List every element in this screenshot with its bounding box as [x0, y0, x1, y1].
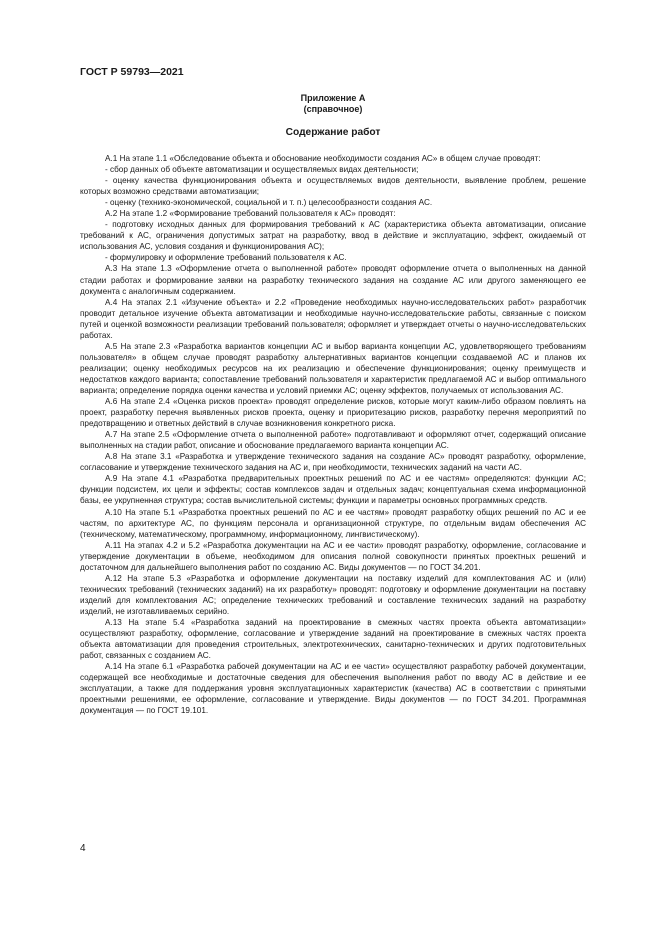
- paragraph: А.12 На этапе 5.3 «Разработка и оформление документации на поставку изделий для комплектования АС и (или) технических требований (технических заданий) на их разработку» проводят: подготовку и оформление документации на поставку изделий для комплектования АС; определение технических требований и составление технических заданий на разработку изделий, не изготавливаемых серийно.: [80, 573, 586, 616]
- annex-heading: [80, 93, 586, 115]
- paragraph: А.10 На этапе 5.1 «Разработка проектных решений по АС и ее частям» проводят разработку общих решений по АС и ее частям, по архитектуре АС, по функциям персонала и организационной структуре, по отдельным видам обеспечения АС (техническому, математическому, программному, информационному, лингвистическому).: [80, 507, 586, 539]
- list-item: - подготовку исходных данных для формирования требований к АС (характеристика объекта автоматизации, описание требований к АС, ограничения допустимых затрат на разработку, ввод в действие и эксплуатацию, эффект, ожидаемый от использования АС, условия создания и функционирования АС);: [80, 220, 586, 252]
- section-title: Содержание работ: [285, 127, 381, 138]
- list-item: - оценку качества функционирования объекта и осуществляемых видов деятельности, выявление проблем, решение которых возможно средствами автоматизации;: [80, 176, 586, 197]
- annex-subtitle: (справочное): [303, 104, 363, 114]
- document-body: [80, 153, 586, 716]
- paragraph: А.2 На этапе 1.2 «Формирование требований пользователя к АС» проводят:: [105, 209, 396, 219]
- paragraph: А.9 На этапе 4.1 «Разработка предварительных проектных решений по АС и ее частям» определяются: функции АС; функции подсистем, их цели и эффекты; состав комплексов задач и отдельных задач; концептуальная схема информационной базы, ее укрупненная структура; состав вычислительной системы; функции и параметры основных программных средств.: [80, 474, 586, 506]
- paragraph: А.11 На этапах 4.2 и 5.2 «Разработка документации на АС и ее части» проводят разработку, оформление, согласование и утверждение документации в объеме, необходимом для описания полной совокупности принятых проектных решений и достаточном для дальнейшего выполнения работ по созданию АС. Виды документов — по ГОСТ 34.201.: [80, 540, 586, 572]
- paragraph: А.13 На этапе 5.4 «Разработка заданий на проектирование в смежных частях проекта объекта автоматизации» осуществляют разработку, оформление, согласование и утверждение заданий на проектирование в смежных частях проекта объекта автоматизации для проведения строительных, электротехнических, санитарно-технических и других подготовительных работ, связанных с созданием АС.: [80, 617, 586, 661]
- page-number: 4: [80, 843, 86, 854]
- list-item: - сбор данных об объекте автоматизации и осуществляемых видах деятельности;: [105, 165, 419, 175]
- paragraph: А.6 На этапе 2.4 «Оценка рисков проекта» проводят определение рисков, которые могут каким-либо образом повлиять на проект, разработку перечня выявленных рисков проекта, оценку и приоритезацию рисков, разработку перечня мероприятий по предотвращению и ответных действий в случае возникновения конкретного риска.: [80, 397, 586, 429]
- paragraph: А.7 На этапе 2.5 «Оформление отчета о выполненной работе» подготавливают и оформляют отчет, содержащий описание выполненных на стадии работ, описание и обоснование предлагаемого варианта концепции АС.: [80, 430, 586, 451]
- standard-code-header: ГОСТ Р 59793—2021: [80, 66, 184, 78]
- list-item: - формулировку и оформление требований пользователя к АС.: [105, 253, 347, 263]
- paragraph: А.14 На этапе 6.1 «Разработка рабочей документации на АС и ее части» осуществляют разработку рабочей документации, содержащей все необходимые и достаточные сведения для обеспечения выполнения работ по вводу АС в действие и ее эксплуатации, а также для поддержания уровня эксплуатационных характеристик (качества) АС в соответствии с принятыми проектными решениями, ее оформление, согласование и утверждение. Виды документов — по ГОСТ 34.201. Программная документация — по ГОСТ 19.101.: [80, 662, 586, 716]
- paragraph: А.4 На этапах 2.1 «Изучение объекта» и 2.2 «Проведение необходимых научно-исследовательских работ» разработчик проводит детальное изучение объекта автоматизации и необходимые научно-исследовательские работы, связанные с поиском путей и оценкой возможности реализации требований пользователя; оформляет и утверждает отчеты о научно-исследовательских работах.: [80, 297, 586, 340]
- paragraph: А.5 На этапе 2.3 «Разработка вариантов концепции АС и выбор варианта концепции АС, удовлетворяющего требованиям пользователя» в общем случае проводят разработку альтернативных вариантов концепции создаваемой АС и планов их реализации; оценку необходимых ресурсов на их реализацию и обеспечение функционирования; оценку преимуществ и недостатков каждого варианта; сопоставление требований пользователя и характеристик предлагаемой АС и выбор оптимального варианта; определение порядка оценки качества и условий приемки АС; оценку эффектов, получаемых от использования АС.: [80, 341, 586, 395]
- paragraph: А.3 На этапе 1.3 «Оформление отчета о выполненной работе» проводят оформление отчета о выполненных на данной стадии работах и формирование заявки на разработку технического задания на создание АС или другого заменяющего ее документа с аналогичным содержанием.: [80, 264, 586, 296]
- paragraph: А.8 На этапе 3.1 «Разработка и утверждение технического задания на создание АС» проводят разработку, оформление, согласование и утверждение технического задания на АС и, при необходимости, технических заданий на части АС.: [80, 452, 586, 473]
- annex-title: Приложение А: [300, 93, 366, 103]
- paragraph: А.1 На этапе 1.1 «Обследование объекта и обоснование необходимости создания АС» в общем случае проводят:: [105, 154, 541, 163]
- list-item: - оценку (технико-экономической, социальной и т. п.) целесообразности создания АС.: [105, 198, 433, 208]
